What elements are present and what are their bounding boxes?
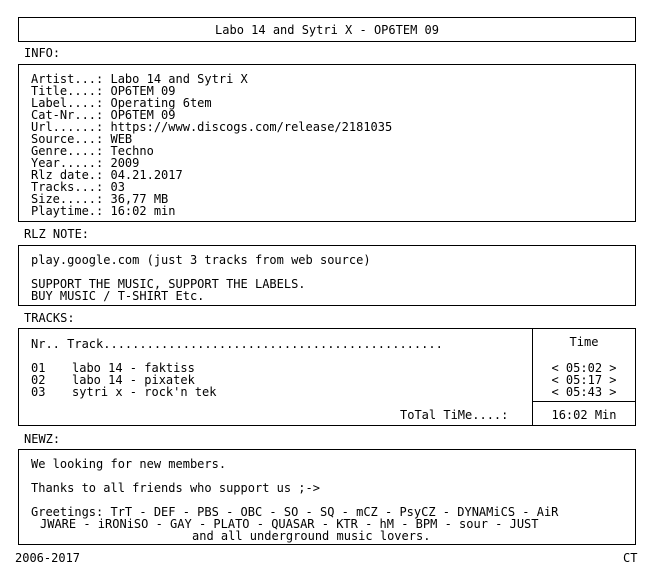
track-title: labo 14 - pixatek [72, 373, 195, 387]
track-title: sytri x - rock'n tek [72, 385, 217, 399]
newz-line: We looking for new members. [31, 457, 227, 471]
total-time-label: ToTal TiMe....: [400, 408, 509, 422]
newz-line: Thanks to all friends who support us ;-> [31, 481, 320, 495]
info-box [18, 64, 636, 222]
info-year: Year.....: 2009 [31, 156, 140, 170]
footer-years: 2006-2017 [15, 551, 81, 565]
newz-section-label: NEWZ: [24, 432, 61, 446]
footer-signature: CT [623, 551, 638, 565]
tracks-section-label: TRACKS: [24, 311, 75, 325]
greetings-line: JWARE - iRONiSO - GAY - PLATO - QUASAR - KTR - hM - BPM - sour - JUST [40, 517, 539, 531]
track-time: < 05:17 > [551, 373, 617, 387]
info-playtime: Playtime.: 16:02 min [31, 204, 176, 218]
greetings-line: Greetings: TrT - DEF - PBS - OBC - SO - SQ - mCZ - PsyCZ - DYNAMiCS - AiR [31, 505, 559, 519]
track-title: labo 14 - faktiss [72, 361, 195, 375]
info-section-label: INFO: [24, 46, 61, 60]
page-title: Labo 14 and Sytri X - OP6TEM 09 [215, 23, 439, 37]
info-artist: Artist...: Labo 14 and Sytri X [31, 72, 248, 86]
greetings-line: and all underground music lovers. [192, 529, 431, 543]
tracks-total-divider [532, 401, 635, 402]
info-cat-nr: Cat-Nr...: OP6TEM 09 [31, 108, 176, 122]
total-time-value: 16:02 Min [551, 408, 617, 422]
info-label: Label....: Operating 6tem [31, 96, 212, 110]
info-title: Title....: OP6TEM 09 [31, 84, 176, 98]
track-nr: 03 [31, 385, 46, 399]
title-box [18, 17, 636, 42]
info-rlz-date: Rlz date.: 04.21.2017 [31, 168, 183, 182]
info-url: Url......: https://www.discogs.com/release/2181035 [31, 120, 393, 134]
tracks-time-header: Time [569, 335, 599, 349]
info-size: Size.....: 36,77 MB [31, 192, 169, 206]
rlz-note-box [18, 245, 636, 306]
track-nr: 01 [31, 361, 46, 375]
track-time: < 05:43 > [551, 385, 617, 399]
track-nr: 02 [31, 373, 46, 387]
rlz-note-line: BUY MUSIC / T-SHIRT Etc. [31, 289, 205, 303]
rlz-note-section-label: RLZ NOTE: [24, 227, 90, 241]
tracks-box [18, 328, 636, 426]
info-source: Source...: WEB [31, 132, 133, 146]
info-tracks: Tracks...: 03 [31, 180, 125, 194]
info-genre: Genre....: Techno [31, 144, 154, 158]
newz-box [18, 449, 636, 545]
track-time: < 05:02 > [551, 361, 617, 375]
rlz-note-line: SUPPORT THE MUSIC, SUPPORT THE LABELS. [31, 277, 306, 291]
rlz-note-line: play.google.com (just 3 tracks from web source) [31, 253, 371, 267]
tracks-header: Nr.. Track............................................... [31, 337, 443, 351]
